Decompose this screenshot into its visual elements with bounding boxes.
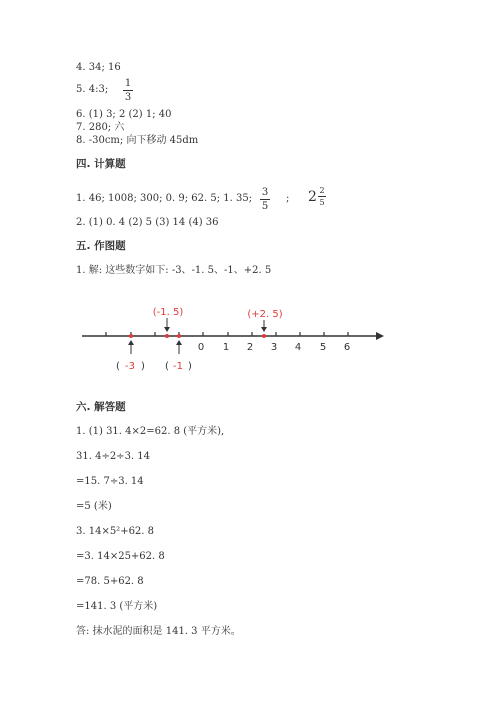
tick-label: 2 xyxy=(246,342,254,353)
tick-label: 3 xyxy=(270,342,278,353)
label-above-minus-1-5: (-1. 5) xyxy=(152,307,184,318)
calc-line-1: 1. 46; 1008; 300; 0. 9; 62. 5; 1. 35; xyxy=(76,193,253,204)
answer-line-7: 7. 280; 六 xyxy=(76,122,125,133)
solution-line: 3. 14×5²+62. 8 xyxy=(76,526,155,537)
label-above-plus-2-5: (+2. 5) xyxy=(247,309,283,320)
arrow-head xyxy=(261,327,267,332)
drawing-line-1: 1. 解: 这些数字如下: -3、-1. 5、-1、+2. 5 xyxy=(76,265,272,276)
fraction-bar xyxy=(318,196,326,197)
tick-label: 6 xyxy=(343,342,351,353)
solution-line: 31. 4÷2÷3. 14 xyxy=(76,451,151,462)
fraction-numerator: 3 xyxy=(261,187,269,198)
number-line-arrow xyxy=(376,332,384,340)
fraction-numerator: 1 xyxy=(124,78,132,89)
solution-line: 1. (1) 31. 4×2=62. 8 (平方米), xyxy=(76,426,225,437)
mixed-whole: 2 xyxy=(308,189,317,205)
point-minus-1 xyxy=(177,334,181,338)
tick-label: 5 xyxy=(319,342,327,353)
section-heading-drawing: 五. 作图题 xyxy=(76,240,126,252)
fraction-bar xyxy=(123,90,133,91)
fraction-denominator: 5 xyxy=(261,201,269,212)
fraction-denominator: 3 xyxy=(124,92,132,103)
paren-close: ) xyxy=(188,361,192,372)
point-minus-1-5 xyxy=(165,334,169,338)
arrow-head xyxy=(164,327,170,332)
answer-line-5-fraction xyxy=(123,78,133,103)
solution-line: =15. 7÷3. 14 xyxy=(76,476,144,487)
tick-label: 0 xyxy=(197,342,205,353)
solution-line: =5 (米) xyxy=(76,501,112,512)
fraction-numerator: 2 xyxy=(319,186,325,195)
number-line xyxy=(80,300,390,380)
point-minus-3 xyxy=(129,334,133,338)
answer-line-5: 5. 4:3; xyxy=(76,84,109,95)
label-below-minus-1: -1 xyxy=(173,361,183,372)
paren-open: ( xyxy=(165,361,169,372)
calc-line-1-separator: ; xyxy=(286,193,290,204)
solution-line: =78. 5+62. 8 xyxy=(76,576,144,587)
solution-line: =3. 14×25+62. 8 xyxy=(76,551,165,562)
fraction-bar xyxy=(260,199,270,200)
calc-line-1-mixed-number xyxy=(308,189,317,205)
calc-line-2: 2. (1) 0. 4 (2) 5 (3) 14 (4) 36 xyxy=(76,217,219,228)
section-heading-solutions: 六. 解答题 xyxy=(76,401,126,413)
solution-line: =141. 3 (平方米) xyxy=(76,601,158,612)
label-below-minus-3: -3 xyxy=(125,361,135,372)
point-plus-2-5 xyxy=(262,334,266,338)
calc-line-1-mixed-fraction xyxy=(318,186,326,207)
paren-open: ( xyxy=(116,361,120,372)
arrow-head xyxy=(128,340,134,345)
answer-line-8: 8. -30cm; 向下移动 45dm xyxy=(76,135,199,146)
answer-line-4: 4. 34; 16 xyxy=(76,62,121,73)
fraction-denominator: 5 xyxy=(319,198,325,207)
answer-line-6: 6. (1) 3; 2 (2) 1; 40 xyxy=(76,109,172,120)
tick-label: 4 xyxy=(294,342,302,353)
calc-line-1-fraction xyxy=(260,187,270,212)
tick-label: 1 xyxy=(222,342,230,353)
solution-answer: 答: 抹水泥的面积是 141. 3 平方米。 xyxy=(76,626,241,637)
paren-close: ) xyxy=(141,361,145,372)
arrow-head xyxy=(176,340,182,345)
section-heading-calc: 四. 计算题 xyxy=(76,158,126,170)
